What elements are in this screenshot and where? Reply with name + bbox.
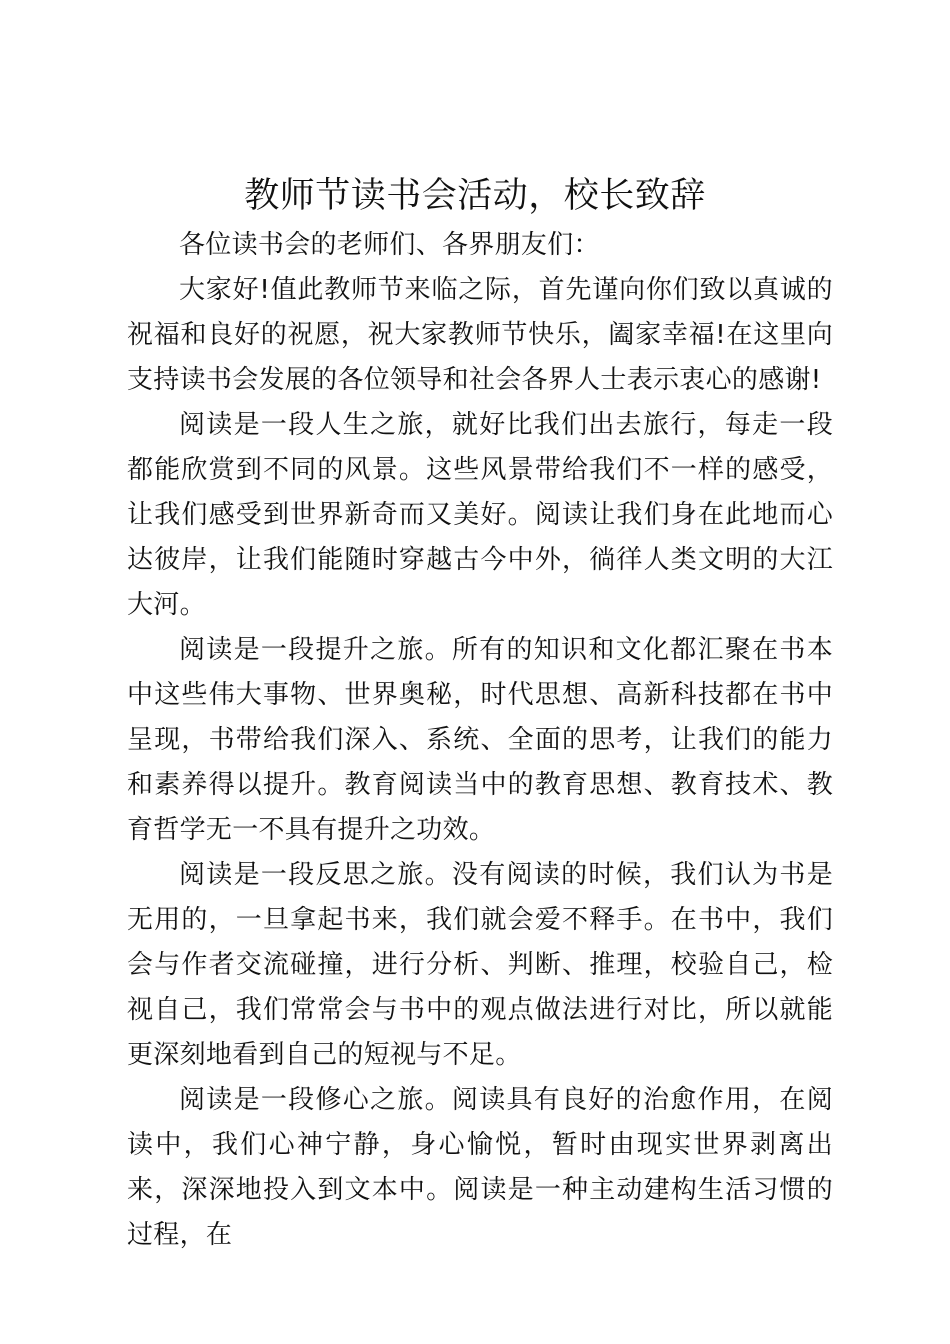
salutation: 各位读书会的老师们、各界朋友们：	[179, 230, 600, 260]
paragraph-improvement-journey: 阅读是一段提升之旅。所有的知识和文化都汇聚在书本中这些伟大事物、世界奥秘，时代思想、高新科技都在书中呈现，书带给我们深入、系统、全面的思考，让我们的能力和素养得以提升。教育阅读当中的教育思想、教育技术、教育哲学无一不具有提升之功效。	[127, 635, 833, 845]
document-title: 教师节读书会活动，校长致辞	[244, 176, 706, 216]
paragraph-greeting: 大家好!值此教师节来临之际，首先谨向你们致以真诚的祝福和良好的祝愿，祝大家教师节快乐，阖家幸福!在这里向支持读书会发展的各位领导和社会各界人士表示衷心的感谢!	[127, 275, 833, 395]
paragraph-mind-journey: 阅读是一段修心之旅。阅读具有良好的治愈作用，在阅读中，我们心神宁静，身心愉悦，暂时由现实世界剥离出来，深深地投入到文本中。阅读是一种主动建构生活习惯的过程，在	[127, 1085, 833, 1250]
document-body	[127, 223, 833, 1258]
paragraph-reflection-journey: 阅读是一段反思之旅。没有阅读的时候，我们认为书是无用的，一旦拿起书来，我们就会爱不释手。在书中，我们会与作者交流碰撞，进行分析、判断、推理，校验自己，检视自己，我们常常会与书中的观点做法进行对比，所以就能更深刻地看到自己的短视与不足。	[127, 860, 833, 1070]
paragraph-life-journey: 阅读是一段人生之旅，就好比我们出去旅行，每走一段都能欣赏到不同的风景。这些风景带给我们不一样的感受，让我们感受到世界新奇而又美好。阅读让我们身在此地而心达彼岸，让我们能随时穿越古今中外，徜徉人类文明的大江大河。	[127, 410, 833, 620]
